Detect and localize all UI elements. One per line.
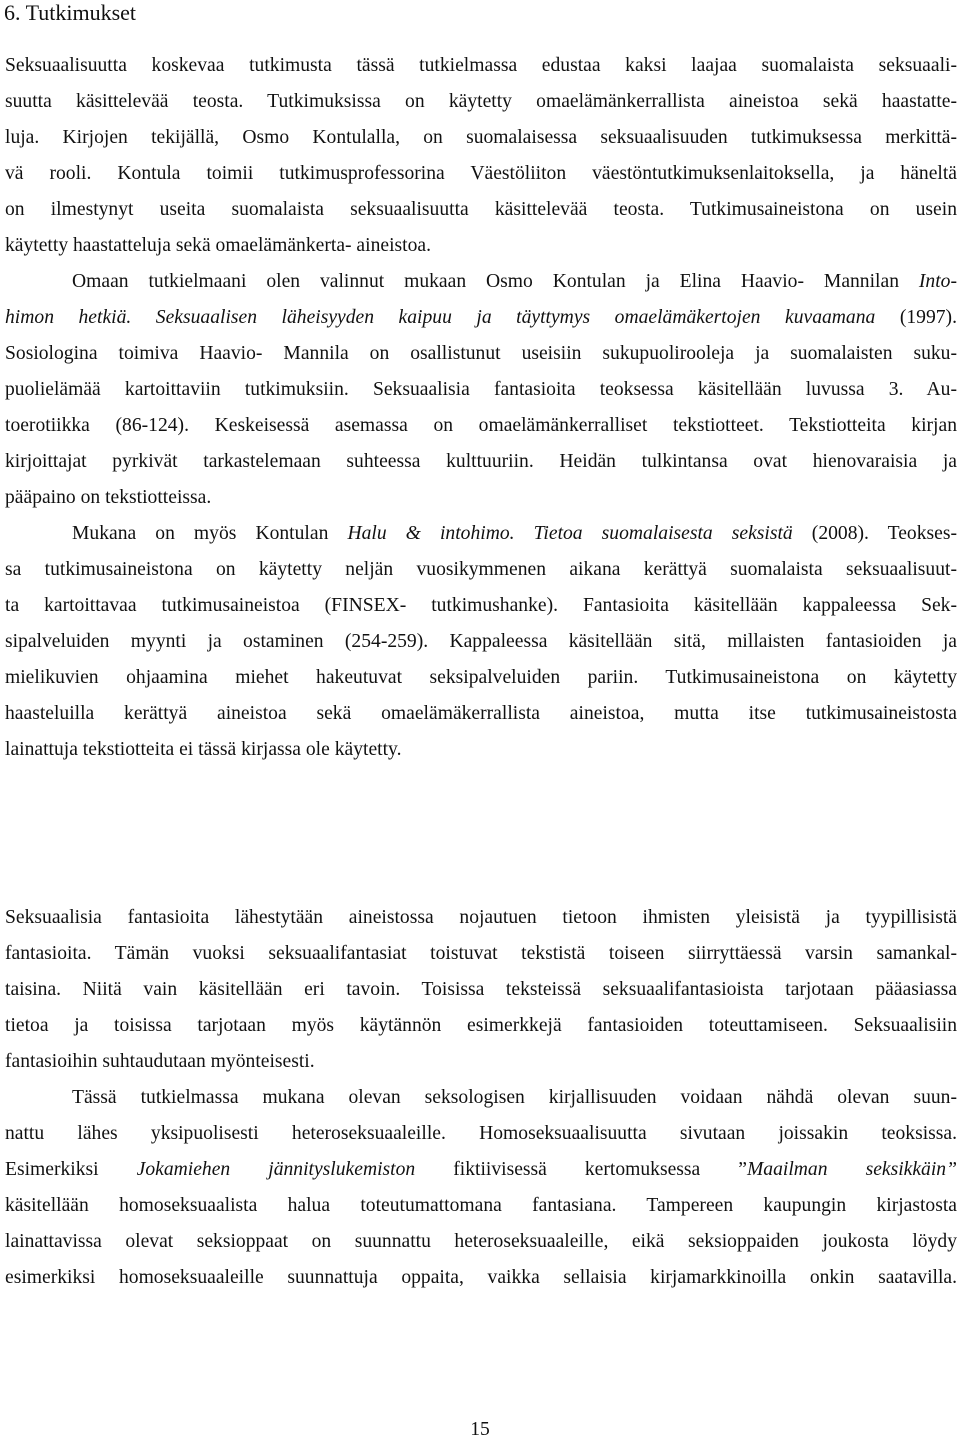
text-line <box>5 198 957 222</box>
text-line <box>5 594 957 618</box>
text-segment: on ilmestynyt useita suomalaista seksuaalisuutta käsittelevää teosta. Tutkimusaineistona on usein <box>5 199 957 220</box>
text-segment: vä rooli. Kontula toimii tutkimusprofessorina Väestöliiton väestöntutkimuksenlaitoksella, ja häneltä <box>5 163 957 184</box>
text-line <box>72 270 957 294</box>
text-segment: sipalveluiden myynti ja ostaminen (254-259). Kappaleessa käsitellään sitä, millaisten fantasioiden ja <box>5 631 957 652</box>
italic-title: Into- <box>918 271 957 292</box>
text-segment: toerotiikka (86-124). Keskeisessä asemassa on omaelämänkerralliset tekstiotteet. Tekstiotteita kirjan <box>5 415 957 436</box>
text-segment: lainattuja tekstiotteita ei tässä kirjassa ole käytetty. <box>5 739 402 760</box>
text-segment: pääpaino on tekstiotteissa. <box>5 487 212 508</box>
text-line <box>5 90 957 114</box>
section-heading: 6. Tutkimukset <box>4 0 137 25</box>
text-line <box>5 1014 957 1038</box>
text-line <box>5 1050 957 1074</box>
text-segment: haasteluilla kerättyä aineistoa sekä omaelämäkerrallista aineistoa, mutta itse tutkimusaineistosta <box>5 703 957 724</box>
text-segment: Seksuaalisuutta koskevaa tutkimusta tässä tutkielmassa edustaa kaksi laajaa suomalaista seksuaali- <box>5 55 957 76</box>
text-line <box>5 906 957 930</box>
text-line <box>5 1230 957 1254</box>
text-line <box>5 162 957 186</box>
text-segment: Esimerkiksi <box>5 1159 137 1180</box>
text-line <box>5 738 957 762</box>
text-segment: esimerkiksi homoseksuaaleille suunnattuja oppaita, vaikka sellaisia kirjamarkkinoilla onkin saatavilla. <box>5 1267 957 1288</box>
text-line <box>5 558 957 582</box>
text-segment: Mukana on myös Kontulan <box>72 523 348 544</box>
text-line <box>5 702 957 726</box>
text-segment: puolielämää kartoittaviin tutkimuksiin. Seksuaalisia fantasioita teoksessa käsitellään luvussa 3. Au- <box>5 379 957 400</box>
text-segment: lainattavissa olevat seksioppaat on suunnattu heteroseksuaaleille, eikä seksioppaiden joukosta löydy <box>5 1231 957 1252</box>
italic-title: Jokamiehen jännityslukemiston <box>136 1159 416 1180</box>
text-line <box>5 978 957 1002</box>
text-segment: suutta käsittelevää teosta. Tutkimuksissa on käytetty omaelämänkerrallista aineistoa sekä haastatte- <box>5 91 957 112</box>
text-segment: kirjoittajat pyrkivät tarkastelemaan suhteessa kulttuuriin. Heidän tulkintansa ovat hienovaraisia ja <box>5 451 957 472</box>
text-line <box>5 450 957 474</box>
text-line <box>5 126 957 150</box>
text-line <box>5 54 957 78</box>
text-line <box>5 486 957 510</box>
text-line <box>5 1194 957 1218</box>
text-line <box>5 1122 957 1146</box>
text-segment: (2008). Teokses- <box>792 523 957 544</box>
text-line <box>5 1266 957 1290</box>
italic-title: himon hetkiä. Seksuaalisen läheisyyden kaipuu ja täyttymys omaelämäkertojen kuvaamana <box>5 307 876 328</box>
text-line <box>72 522 957 546</box>
text-line <box>72 1086 957 1110</box>
text-line <box>5 666 957 690</box>
text-segment: Tässä tutkielmassa mukana olevan seksologisen kirjallisuuden voidaan nähdä olevan suun- <box>72 1087 957 1108</box>
text-segment: sa tutkimusaineistona on käytetty neljän vuosikymmenen aikana kerättyä suomalaista seksuaalisuut- <box>5 559 957 580</box>
text-segment: fiktiivisessä kertomuksessa ” <box>415 1159 747 1180</box>
text-segment: tietoa ja toisissa tarjotaan myös käytännön esimerkkejä fantasioiden toteuttamiseen. Seksuaalisiin <box>5 1015 957 1036</box>
text-segment: fantasioita. Tämän vuoksi seksuaalifantasiat toistuvat tekstistä toiseen siirryttäessä varsin samankal- <box>5 943 957 964</box>
text-segment: käsitellään homoseksuaalista halua toteutumattomana fantasiana. Tampereen kaupungin kirjastosta <box>5 1195 957 1216</box>
text-segment: (1997). <box>875 307 957 328</box>
text-line <box>5 414 957 438</box>
text-segment: Sosiologina toimiva Haavio- Mannila on osallistunut useisiin sukupuolirooleja ja suomalaisten suku- <box>5 343 957 364</box>
text-segment: Omaan tutkielmaani olen valinnut mukaan Osmo Kontulan ja Elina Haavio- Mannilan <box>72 271 919 292</box>
text-segment: nattu lähes yksipuolisesti heteroseksuaaleille. Homoseksuaalisuutta sivutaan joissakin teoksissa. <box>5 1123 957 1144</box>
text-line <box>5 234 957 258</box>
text-segment: taisina. Niitä vain käsitellään eri tavoin. Toisissa teksteissä seksuaalifantasioista tarjotaan pääasiassa <box>5 979 957 1000</box>
text-line <box>5 306 957 330</box>
italic-title: Maailman seksikkäin” <box>746 1159 957 1180</box>
page-number: 15 <box>470 1419 490 1440</box>
text-line <box>5 630 957 654</box>
text-segment: Seksuaalisia fantasioita lähestytään aineistossa nojautuen tietoon ihmisten yleisistä ja tyypillisistä <box>5 907 957 928</box>
text-segment: käytetty haastatteluja sekä omaelämänkerta- aineistoa. <box>5 235 431 256</box>
text-line <box>5 942 957 966</box>
text-line <box>5 342 957 366</box>
text-segment: ta kartoittavaa tutkimusaineistoa (FINSEX- tutkimushanke). Fantasioita käsitellään kappaleessa Sek- <box>5 595 957 616</box>
italic-title: Halu & intohimo. Tietoa suomalaisesta seksistä <box>347 523 793 544</box>
text-line <box>5 378 957 402</box>
text-segment: fantasioihin suhtaudutaan myönteisesti. <box>5 1051 315 1072</box>
text-segment: mielikuvien ohjaamina miehet hakeutuvat seksipalveluiden pariin. Tutkimusaineistona on käytetty <box>5 667 957 688</box>
text-line <box>5 1158 957 1182</box>
text-segment: luja. Kirjojen tekijällä, Osmo Kontulalla, on suomalaisessa seksuaalisuuden tutkimuksessa merkittä- <box>5 127 957 148</box>
